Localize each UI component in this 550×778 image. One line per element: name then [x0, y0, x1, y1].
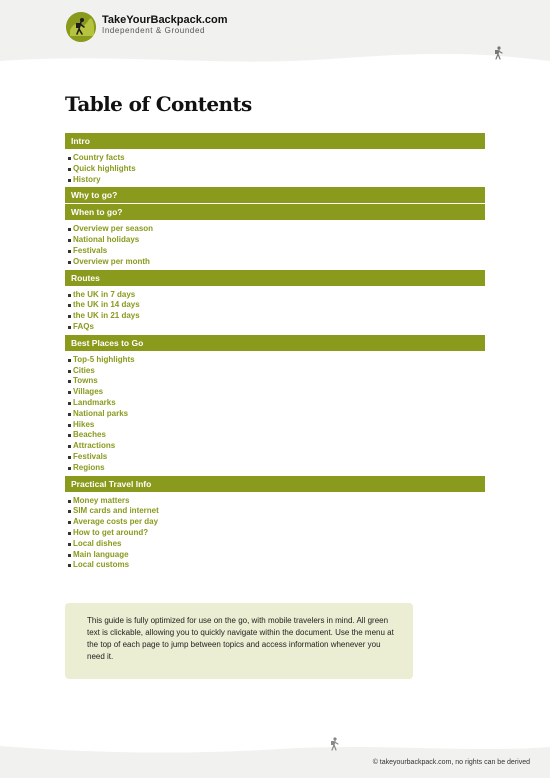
toc-link[interactable]: Local dishes [73, 539, 485, 550]
toc-section-heading[interactable]: When to go? [65, 204, 485, 220]
toc-link[interactable]: Local customs [73, 560, 485, 571]
toc-link[interactable]: the UK in 14 days [73, 300, 485, 311]
toc-link[interactable]: Festivals [73, 452, 485, 463]
toc-link[interactable]: Towns [73, 376, 485, 387]
toc-link[interactable]: FAQs [73, 322, 485, 333]
toc-link[interactable]: How to get around? [73, 528, 485, 539]
toc-link[interactable]: Country facts [73, 153, 485, 164]
header-wave [0, 51, 550, 67]
toc-section-list [65, 287, 485, 335]
hiker-icon [330, 737, 340, 756]
toc-section-heading[interactable]: Why to go? [65, 187, 485, 203]
toc-link[interactable]: Festivals [73, 246, 485, 257]
logo-globe-hiker-icon[interactable] [66, 12, 96, 42]
toc-link[interactable]: the UK in 21 days [73, 311, 485, 322]
toc-link[interactable]: Top-5 highlights [73, 355, 485, 366]
toc-link[interactable]: Regions [73, 463, 485, 474]
toc-section-list [65, 150, 485, 187]
toc-link[interactable]: Overview per month [73, 257, 485, 268]
toc-section-heading[interactable]: Routes [65, 270, 485, 286]
toc-link[interactable]: Overview per season [73, 224, 485, 235]
toc-section-list [65, 352, 485, 476]
toc-section-list [65, 221, 485, 269]
toc-link[interactable]: Money matters [73, 496, 485, 507]
hiker-icon [494, 46, 504, 65]
usage-note [65, 603, 413, 679]
toc-link[interactable]: Attractions [73, 441, 485, 452]
usage-note-text: This guide is fully optimized for use on the go, with mobile travelers in mind. All green text is clickable, allowing you to quickly navigate within the document. Use the menu at the top of each page to jump between topics and access information whenever you need it. [87, 616, 394, 661]
toc-link[interactable]: SIM cards and internet [73, 506, 485, 517]
footer-wave [0, 741, 550, 755]
page-title: Table of Contents [65, 92, 252, 116]
toc-link[interactable]: National parks [73, 409, 485, 420]
toc-link[interactable]: Beaches [73, 430, 485, 441]
toc-link[interactable]: Hikes [73, 420, 485, 431]
toc-link[interactable]: Quick highlights [73, 164, 485, 175]
brand-tagline: Independent & Grounded [102, 26, 206, 35]
table-of-contents [65, 133, 485, 573]
toc-section-heading[interactable]: Practical Travel Info [65, 476, 485, 492]
brand-name[interactable]: TakeYourBackpack.com [102, 14, 228, 26]
toc-link[interactable]: Main language [73, 550, 485, 561]
toc-link[interactable]: National holidays [73, 235, 485, 246]
toc-link[interactable]: Cities [73, 366, 485, 377]
toc-link[interactable]: Landmarks [73, 398, 485, 409]
toc-link[interactable]: the UK in 7 days [73, 290, 485, 301]
toc-section-list [65, 493, 485, 574]
toc-section-heading[interactable]: Best Places to Go [65, 335, 485, 351]
toc-link[interactable]: Villages [73, 387, 485, 398]
toc-link[interactable]: History [73, 175, 485, 186]
toc-section-heading[interactable]: Intro [65, 133, 485, 149]
toc-link[interactable]: Average costs per day [73, 517, 485, 528]
footer-copyright: © takeyourbackpack.com, no rights can be derived [372, 759, 530, 766]
